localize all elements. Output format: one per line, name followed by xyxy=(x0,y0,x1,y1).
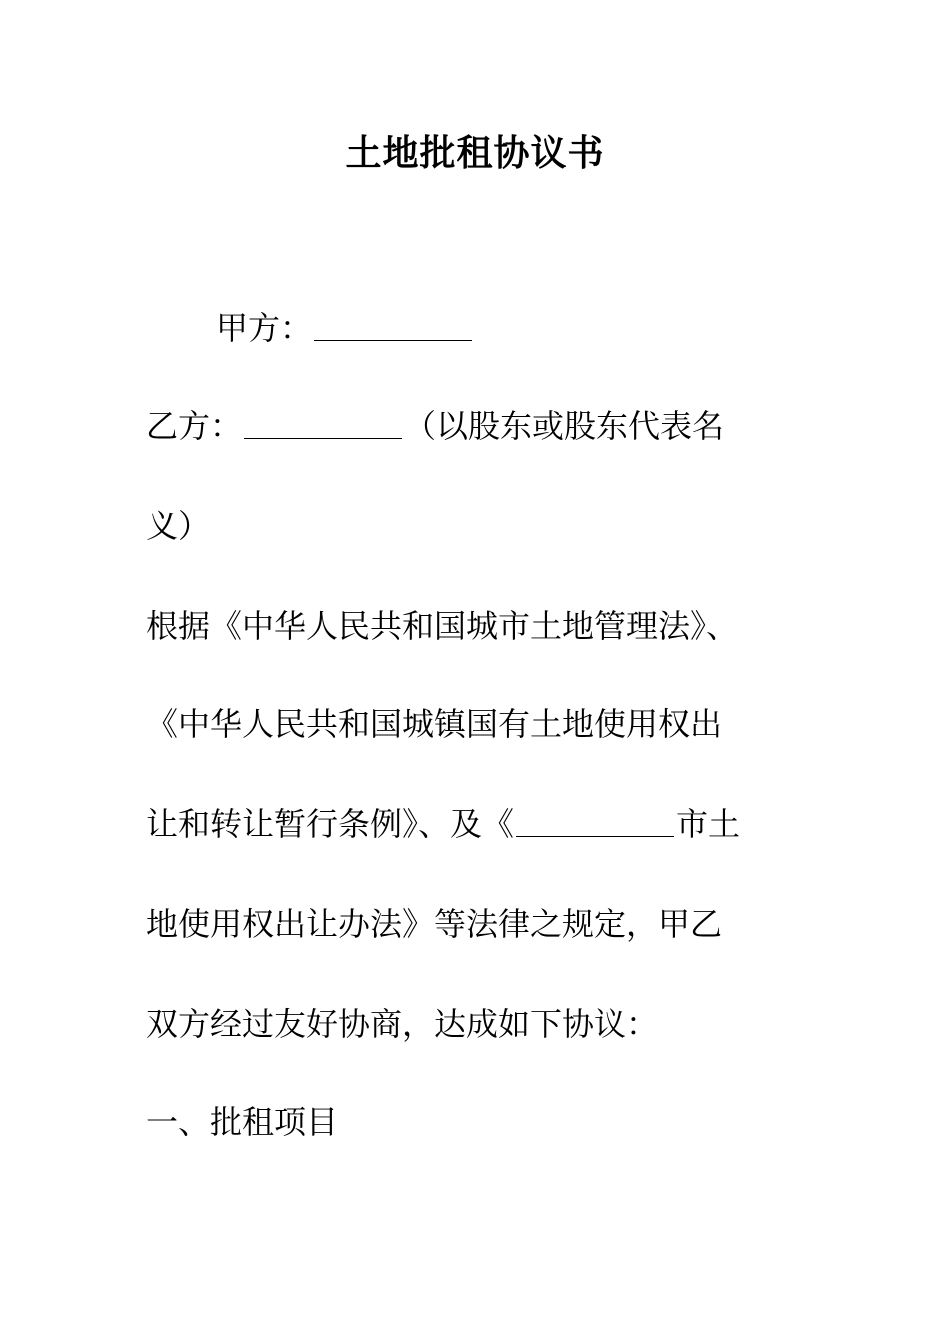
preamble-line-3 xyxy=(146,802,740,846)
preamble-line-1: 根据《中华人民共和国城市土地管理法》、 xyxy=(146,607,739,645)
party-a-blank[interactable] xyxy=(314,308,472,341)
party-a-label: 甲方： xyxy=(216,309,313,347)
preamble-line-2: 《中华人民共和国城镇国有土地使用权出 xyxy=(146,705,723,743)
party-b-note: （以股东或股东代表名 xyxy=(404,407,725,445)
party-b-line xyxy=(146,404,724,448)
preamble-line-3-start: 让和转让暂行条例》、及《 xyxy=(146,805,515,843)
preamble-line-3-end: 市土 xyxy=(676,805,741,843)
party-b-note-continued: 义） xyxy=(146,507,211,545)
party-b-label: 乙方： xyxy=(146,407,243,445)
document-title: 土地批租协议书 xyxy=(345,132,605,174)
city-name-blank[interactable] xyxy=(516,804,674,837)
preamble-line-4: 地使用权出让办法》等法律之规定，甲乙 xyxy=(146,905,723,943)
section-1-heading: 一、批租项目 xyxy=(146,1103,339,1141)
preamble-line-5: 双方经过友好协商，达成如下协议： xyxy=(146,1005,659,1043)
party-a-line xyxy=(216,306,474,350)
party-b-blank[interactable] xyxy=(244,406,402,439)
